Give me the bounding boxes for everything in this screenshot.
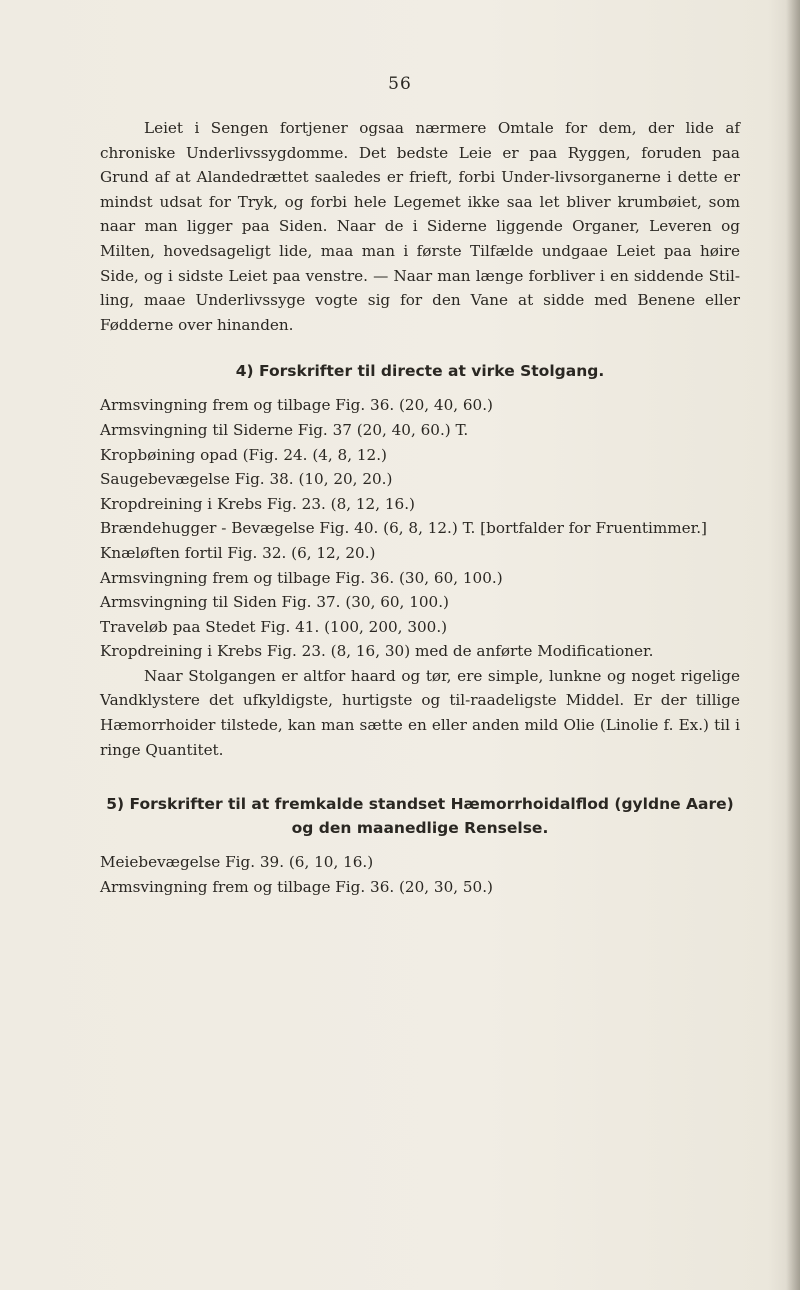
page-edge-shadow <box>786 0 800 1290</box>
intro-paragraph: Leiet i Sengen fortjener ogsaa nærmere Omtale for dem, der lide af chroniske Underlivssygdomme. Det bedste Leie er paa Ryggen, foruden paa Grund af at Alandedrættet saaledes er frieft, forbi Under-livsorganerne i dette er mindst udsat for Tryk, og forbi hele Legemet ikke saa let bliver krumbøiet, som naar man ligger paa Siden. Naar de i Siderne liggende Organer, Leveren og Milten, hovedsageligt lide, maa man i første Tilfælde undgaae Leiet paa høire Side, og i sidste Leiet paa venstre. — Naar man længe forbliver i en siddende Stil-ling, maae Underlivssyge vogte sig for den Vane at sidde med Benene eller Fødderne over hinanden. <box>100 119 740 334</box>
list-item: Meiebevægelse Fig. 39. (6, 10, 16.) <box>100 853 374 872</box>
section-5-exercise-list <box>100 850 740 899</box>
list-item: Knæløften fortil Fig. 32. (6, 12, 20.) <box>100 543 376 562</box>
list-item: Armsvingning til Siden Fig. 37. (30, 60, 100.) <box>100 593 449 612</box>
list-item: Armsvingning frem og tilbage Fig. 36. (20, 30, 50.) <box>100 877 493 896</box>
section-4-heading: 4) Forskrifter til directe at virke Stolgang. <box>235 362 605 381</box>
page-body <box>100 116 740 899</box>
list-item: Armsvingning frem og tilbage Fig. 36. (30, 60, 100.) <box>100 568 503 587</box>
section-5-heading: 5) Forskrifter til at fremkalde standset Hæmorrhoidalflod (gyldne Aare) og den maanedlige Renselse. <box>106 795 734 838</box>
section-4-closing-paragraph: Naar Stolgangen er altfor haard og tør, ere simple, lunkne og noget rigelige Vandklystere det ufkyldigste, hurtigste og til-raadeligste Middel. Er der tillige Hæmorrhoider tilstede, kan man sætte en eller anden mild Olie (Linolie f. Ex.) til i ringe Quantitet. <box>100 666 740 759</box>
list-item: Kropdreining i Krebs Fig. 23. (8, 16, 30) med de anførte Modificationer. <box>100 642 654 661</box>
list-item: Brændehugger - Bevægelse Fig. 40. (6, 8, 12.) T. [bortfalder for Fruentimmer.] <box>100 519 707 538</box>
list-item: Kropdreining i Krebs Fig. 23. (8, 12, 16.) <box>100 494 415 513</box>
section-4-exercise-list <box>100 393 740 664</box>
list-item: Armsvingning frem og tilbage Fig. 36. (20, 40, 60.) <box>100 396 493 415</box>
list-item: Armsvingning til Siderne Fig. 37 (20, 40, 60.) T. <box>100 420 469 439</box>
list-item: Traveløb paa Stedet Fig. 41. (100, 200, 300.) <box>100 617 448 636</box>
page-number: 56 <box>388 74 412 94</box>
list-item: Saugebevægelse Fig. 38. (10, 20, 20.) <box>100 470 393 489</box>
list-item: Kropbøining opad (Fig. 24. (4, 8, 12.) <box>100 445 387 464</box>
